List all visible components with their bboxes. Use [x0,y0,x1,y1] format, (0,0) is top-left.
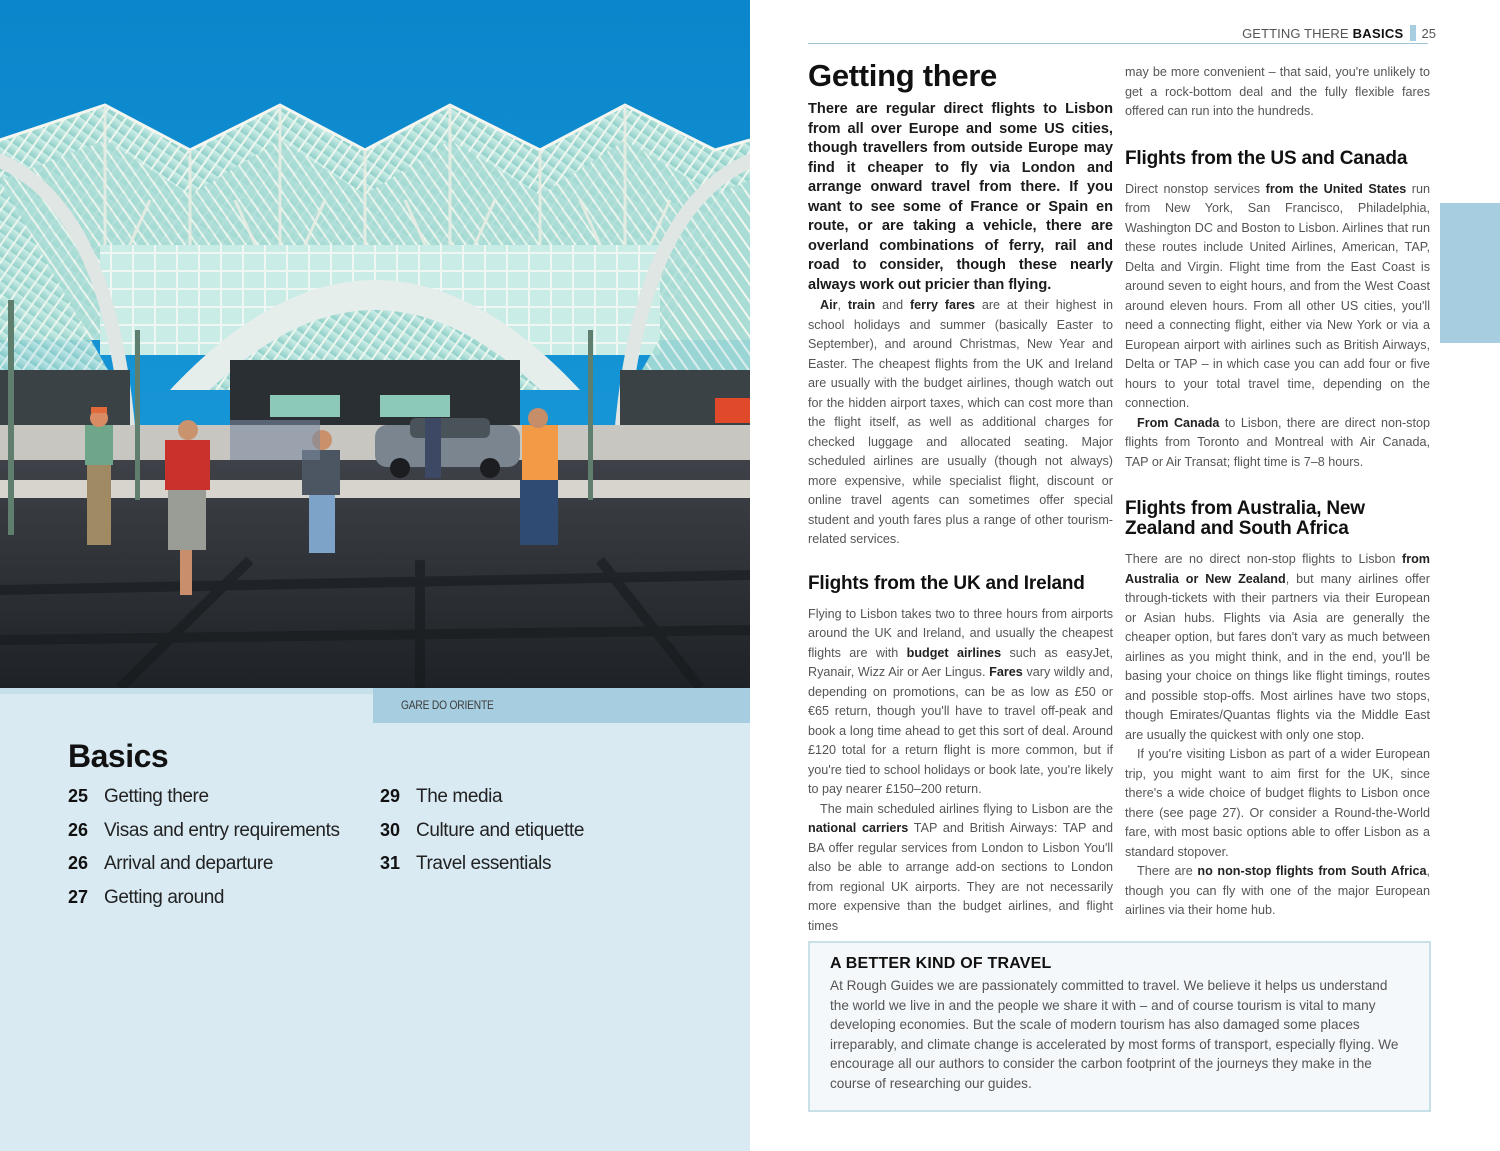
text-run: and [875,298,910,312]
us-paragraph-1 [1125,180,1430,414]
better-travel-callout [808,941,1431,1112]
heading-uk-ireland: Flights from the UK and Ireland [808,572,1085,594]
photo-strip [0,688,373,694]
text-column-1 [808,58,1113,936]
chapter-thumb-tab [1440,203,1500,343]
toc-page-number: 30 [380,819,401,840]
uk-paragraph-1 [808,605,1113,800]
header-rule [808,43,1428,44]
toc-label: Travel essentials [416,853,552,874]
text-run: vary wildly and, depending on promotions, can be as low as £50 or €65 return, though you'll have to travel off-peak and book a long time ahead to get this sort of deal. Around £120 total for a return flight is more common, but if you're tied to school holidays or book late, you're likely to pay nearer £150–200 return. [808,665,1113,796]
text-run: run from New York, San Francisco, Philadelphia, Washington DC and Boston to Lisbon. Airlines that run these routes include United Airlines, American, TAP, Delta and Virgin. Flight time from the East Coast is around seven to eight hours, and from the West Coast around eleven hours. From all other US cities, you'll need a connecting flight, either via New York or via a European airport with airlines such as British Airways, Delta or TAP – in which case you can add four or five hours to your total travel time, depending on the connection. [1125,181,1430,410]
toc-item-media[interactable] [380,786,584,820]
text-run: , though you can fly with one of the major European airlines via their home hub. [1125,864,1430,917]
text-run: The main scheduled airlines flying to Lisbon are the [820,801,1113,816]
fares-paragraph [808,296,1113,550]
text-run: are at their highest in school holidays and summer (basically Easter to September), and around Christmas, New Year and Easter. The cheapest flights from the UK and Ireland are usually with the budget airlines, though watch out for the hidden airport taxes, which can cost more than the flight itself, as well as additional charges for checked luggage and allocated seating. Major scheduled airlines are usually (though not always) more expensive, while specialist flight, discount or online travel agents can sometimes offer special student and youth fares plus a range of other tourism-related services. [808,298,1113,546]
continuation-paragraph: may be more convenient – that said, you're unlikely to get a rock-bottom deal and the fully flexible fares offered can run into the hundreds. [1125,65,1430,118]
bold-term: Air [820,298,838,312]
heading-us-canada: Flights from the US and Canada [1125,147,1408,169]
running-head [1242,25,1436,41]
toc-item-culture[interactable] [380,820,584,854]
page-title: Getting there [808,58,998,93]
running-head-section: GETTING THERE [1242,25,1349,41]
text-run: , [837,298,848,312]
south-africa-paragraph [1125,862,1430,921]
text-run: such as easyJet, Ryanair, Wizz Air or Aer Lingus. [808,645,1113,679]
callout-body: At Rough Guides we are passionately committed to travel. We believe it helps us understand the world we live in and the people we share it with – and of course tourism is vital to many developing economies. But the scale of modern tourism has also damaged some places irreparably, and climate change is accelerated by most forms of transport, especially flying. We encourage all our authors to consider the carbon footprint of the journeys they make in the course of researching our guides. [830,978,1399,1091]
toc-label: Getting there [104,786,209,807]
toc-label: Visas and entry requirements [104,819,340,841]
gare-do-oriente-photo [0,0,750,688]
text-run: , but many airlines offer through-tickets with their partners via their European or Asian hubs. Flights via Asia are generally the cheaper option, but fares don't vary as much between airlines as you might think, and in the end, you'll be basing your choice on things like flight timings, routes and possible stop-offs. Most airlines have two stops, though Emirates/Quantas flights via the Middle East are usually the quickest with only one stop. [1125,571,1431,742]
toc-item-travel-essentials[interactable] [380,853,584,887]
toc-column-1 [68,786,340,920]
uk-paragraph-2 [808,800,1113,937]
text-run: Flying to Lisbon takes two to three hours from airports around the UK and Ireland, and usually the cheapest flights are with [808,606,1113,660]
bold-term: national carriers [808,821,909,835]
bold-term: no non-stop flights from South Africa [1197,864,1427,878]
toc-page-number: 26 [68,819,89,840]
page-number: 25 [1421,25,1436,41]
toc-label: Culture and etiquette [416,819,584,841]
toc-page-number: 26 [68,853,89,873]
toc-page-number: 31 [380,853,401,873]
text-run: There are [1137,864,1198,878]
bold-term: from Australia or New Zealand [1125,552,1430,586]
text-run: Direct nonstop services [1125,181,1266,196]
aus-paragraph-2: If you're visiting Lisbon as part of a wider European trip, you might want to aim first for the UK, since there's a wide choice of budget flights to Lisbon once there (see page 27). Or consider a Round-the-World fare, with most basic options able to offer Lisbon as a standard stopover. [1125,747,1430,859]
photo-caption: GARE DO ORIENTE [401,698,494,712]
right-page [750,0,1500,1151]
callout-title: A BETTER KIND OF TRAVEL [830,955,1052,972]
toc-item-visas[interactable] [68,820,340,854]
intro-paragraph: There are regular direct flights to Lisbon from all over Europe and some US cities, though travellers from outside Europe may find it cheaper to fly via London and arrange onward travel from there. If you want to see some of France or Spain en route, or are taking a vehicle, there are overland combinations of ferry, rail and road to consider, though these nearly always work out pricier than flying. [808,101,1113,293]
bold-term: train [847,298,876,312]
bold-term: from the United States [1265,181,1407,196]
toc-item-getting-there[interactable] [68,786,340,820]
toc-label: Getting around [104,886,225,908]
toc-page-number: 25 [68,786,89,806]
text-run: to Lisbon, there are direct non-stop flights from Toronto and Montreal with Air Canada, TAP or Air Transat; flight time is 7–8 hours. [1125,415,1430,469]
toc-item-getting-around[interactable] [68,887,340,921]
toc-page-number: 27 [68,886,89,907]
photo-caption-bar [373,688,750,723]
text-run: TAP and British Airways: TAP and BA offer regular services from London to Lisbon You'll also be able to arrange add-on sections to London from regional UK airports. They are not necessarily more expensive than the budget airlines, and flight times [808,821,1113,933]
toc-label: The media [416,786,503,807]
text-column-2 [1125,63,1430,921]
bold-term: budget airlines [906,645,1002,660]
heading-australia-nz-sa: Flights from Australia, New Zealand and South Africa [1125,498,1365,539]
text-run: There are no direct non-stop flights to Lisbon [1125,552,1402,566]
bold-term: ferry fares [909,298,975,312]
bold-term: Fares [989,665,1023,679]
toc-column-2 [380,786,584,887]
canada-paragraph [1125,414,1430,473]
bold-term: From Canada [1137,415,1220,430]
running-head-chapter: BASICS [1352,25,1404,41]
toc-page-number: 29 [380,786,401,806]
running-head-bar [1410,25,1416,41]
aus-paragraph-1 [1125,550,1430,745]
toc-item-arrival-departure[interactable] [68,853,340,887]
section-title: Basics [68,738,169,774]
toc-label: Arrival and departure [104,853,274,874]
